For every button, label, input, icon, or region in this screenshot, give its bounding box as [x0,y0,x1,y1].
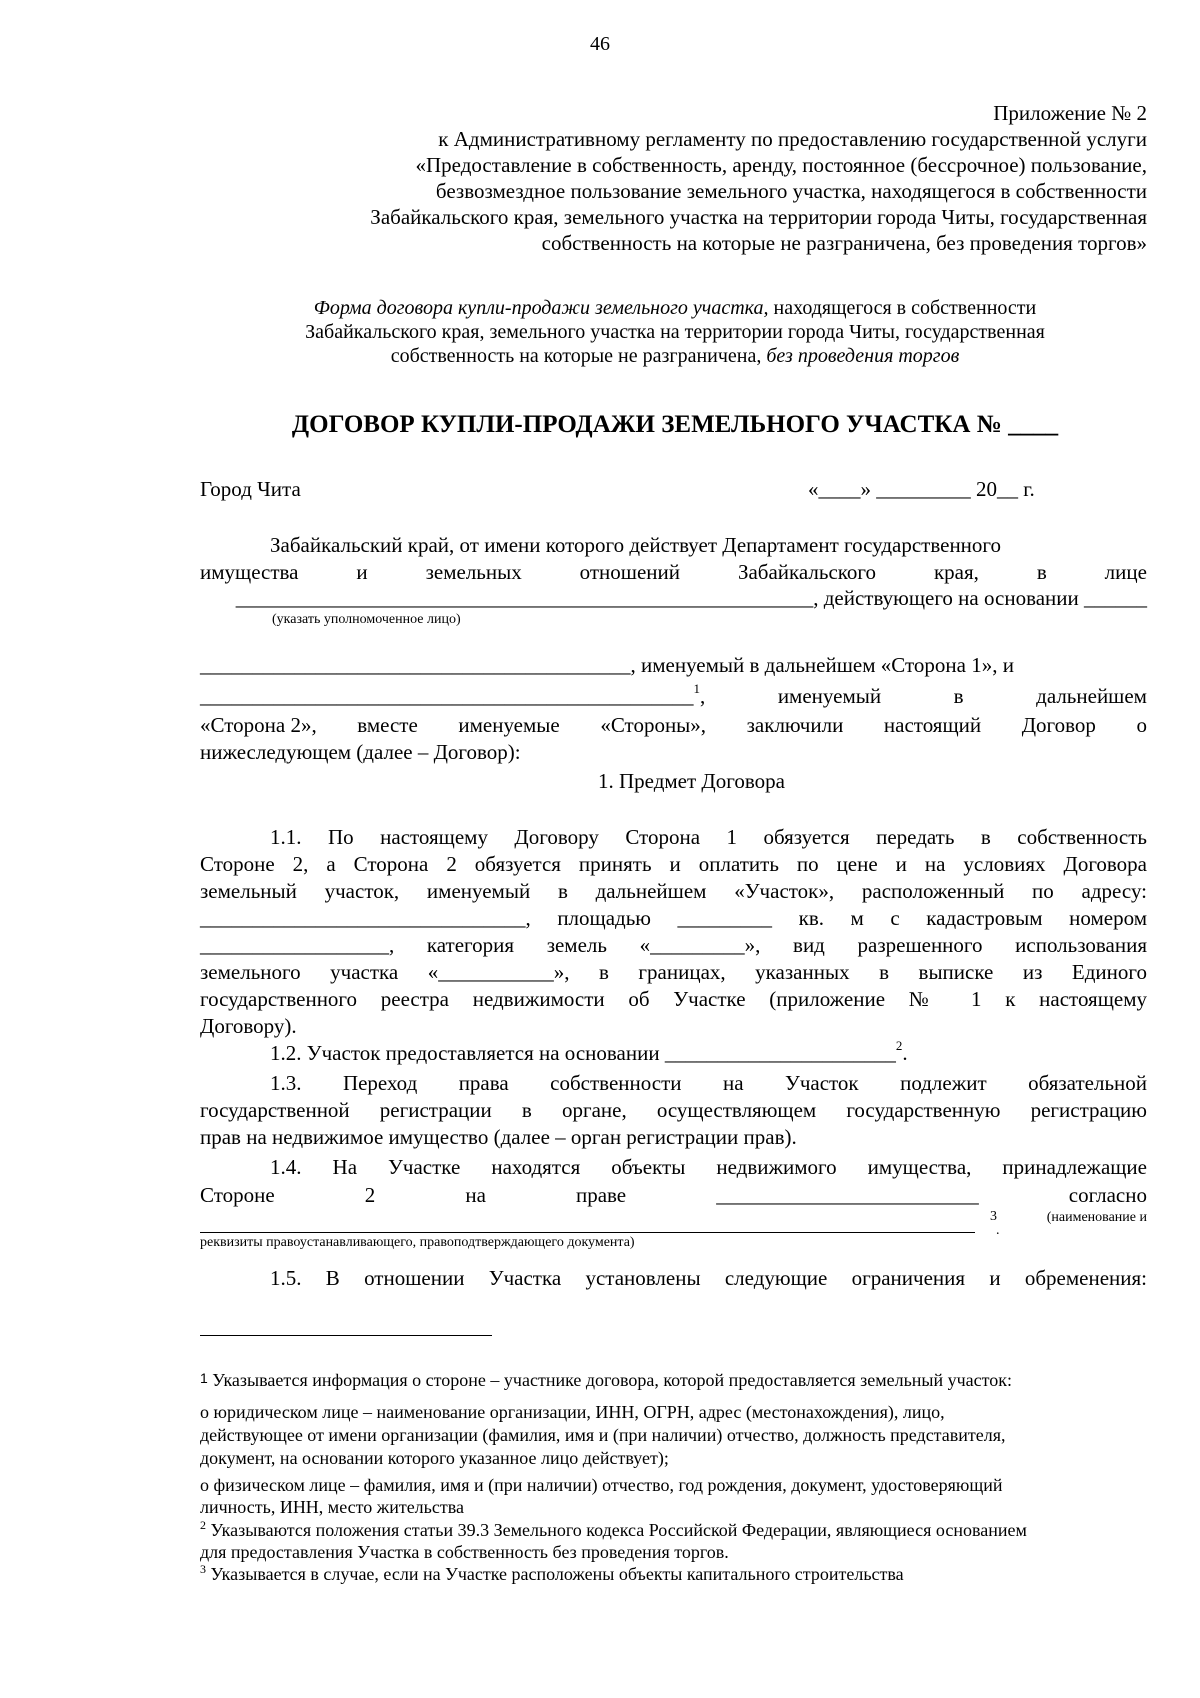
footnote-line: действующее от имени организации (фамилия, имя и (при наличии) отчество, должность представителя, [200,1425,1006,1445]
clause-1-2: 1.2. Участок предоставляется на основании ______________________$^2$. [270,1038,908,1065]
word: имущества [200,560,299,584]
word: в [1036,560,1047,584]
word: «Стороны», [600,713,707,737]
footnote-3 [200,1563,904,1587]
word: Стороне [200,1183,275,1207]
word: лице [1104,560,1147,584]
footnote-line: документ, на основании которого указанное лицо действует); [200,1448,669,1468]
footnote-line: о физическом лице – фамилия, имя и (при наличии) отчество, год рождения, документ, удостоверяющий [200,1475,1003,1495]
parties-line: _______________________________________________________, действующего на основании ______ [235,586,1147,610]
field-hint: реквизиты правоустанавливающего, правоподтверждающего документа) [200,1235,635,1250]
clause-line: земельный участок, именуемый в дальнейшем «Участок», расположенный по адресу: [200,879,1147,903]
appendix-line: «Предоставление в собственность, аренду, постоянное (бессрочное) пользование, [415,153,1147,177]
clause-line: _______________________________, площадью _________ кв. м с кадастровым номером [200,906,1147,930]
word: в [953,684,964,708]
period: . [996,1223,1000,1238]
field-hint: (наименование и [1046,1210,1147,1225]
section-heading: 1. Предмет Договора [598,769,785,793]
clause-1-5: 1.5. В отношении Участка установлены следующие ограничения и обременения: [270,1266,1147,1290]
clause-line: государственной регистрации в органе, осуществляющем государственную регистрацию [200,1098,1147,1122]
blank: _________________________ [716,1183,979,1207]
appendix-line: Забайкальского края, земельного участка на территории города Читы, государственная [370,205,1147,229]
parties-line [200,713,1147,737]
word: края, [933,560,979,584]
parties-line: Забайкальский край, от имени которого действует Департамент государственного [270,533,1002,557]
appendix-line: Приложение № 2 [993,101,1147,125]
city: Город Чита [200,477,301,501]
clause-line: __________________, категория земель «_________», вид разрешенного использования [200,933,1147,957]
parties-line [200,560,1147,584]
form-caption-italic: без проведения торгов [761,345,960,367]
word: заключили [746,713,844,737]
word: о [1136,713,1147,737]
form-caption-line [190,344,1160,368]
clause-text: 1.2. Участок предоставляется на основании ______________________ [270,1041,896,1065]
clause-line: Договору). [200,1014,297,1038]
footnote-line: о юридическом лице – наименование организации, ИНН, ОГРН, адрес (местонахождения), лицо, [200,1402,945,1422]
word: именуемые [458,713,560,737]
word: праве [575,1183,627,1207]
word: Договор [1021,713,1096,737]
word: дальнейшем [1036,684,1147,708]
word: отношений [579,560,681,584]
word: именуемый [777,684,882,708]
footnote-text: Указывается информация о стороне – участнике договора, которой предоставляется земельный участок: [207,1370,1013,1390]
clause-line [200,1183,1147,1207]
blank-field: _______________________________________________$^1$, [200,681,706,708]
footnote-ref: 2 [895,1038,903,1053]
word: согласно [1068,1183,1147,1207]
word: земельных [425,560,522,584]
signature-line [200,1232,975,1233]
footnote-mark: 2 [200,1518,206,1532]
clause-line: 1.1. По настоящему Договору Сторона 1 обязуется передать в собственность [270,825,1147,849]
form-caption-text: находящегося в собственности [768,297,1037,319]
clause-line: земельного участка «___________», в границах, указанных в выписке из Единого [200,960,1147,984]
appendix-line: собственность на которые не разграничена, без проведения торгов» [541,231,1147,255]
clause-line: 1.4. На Участке находятся объекты недвижимого имущества, принадлежащие [270,1155,1147,1179]
form-caption-line: Забайкальского края, земельного участка на территории города Читы, государственная [305,321,1045,343]
footnote-mark: 3 [200,1562,206,1576]
word: настоящий [883,713,982,737]
field-hint: (указать уполномоченное лицо) [272,612,461,627]
word: Забайкальского [737,560,877,584]
footnote-line: личность, ИНН, место жительства [200,1497,464,1517]
footnote-ref: 3 [990,1209,997,1224]
clause-line: государственного реестра недвижимости об Участке (приложение № 1 к настоящему [200,987,1147,1011]
page-number: 46 [590,33,610,55]
word: и [356,560,368,584]
form-caption-line [190,296,1160,320]
appendix-line: к Административному регламенту по предоставлению государственной услуги [438,127,1147,151]
parties-line: _________________________________________, именуемый в дальнейшем «Сторона 1», и [200,653,1014,677]
footnote-ref: 1 [693,681,700,696]
date-field: «____» _________ 20__ г. [808,477,1035,501]
footnote-text: Указываются положения статьи 39.3 Земельного кодекса Российской Федерации, являющиеся основанием [206,1520,1027,1540]
word: на [465,1183,486,1207]
word: «Сторона 2», [200,713,317,737]
parties-line [200,681,1147,711]
form-caption-text: собственность на которые не разграничена, [390,345,762,367]
appendix-line: безвозмездное пользование земельного участка, находящегося в собственности [435,179,1147,203]
footnote-1 [200,1369,1012,1392]
word: вместе [357,713,418,737]
clause-line: Стороне 2, а Сторона 2 обязуется принять и оплатить по цене и на условиях Договора [200,852,1147,876]
form-caption-italic: Форма договора купли-продажи земельного участка, [313,297,769,319]
blank: _______________________________________________ [200,684,694,708]
word: 2 [364,1183,376,1207]
document-title: ДОГОВОР КУПЛИ-ПРОДАЖИ ЗЕМЕЛЬНОГО УЧАСТКА № ____ [291,411,1059,438]
clause-line: 1.3. Переход права собственности на Участок подлежит обязательной [270,1071,1147,1095]
footnote-line: для предоставления Участка в собственность без проведения торгов. [200,1542,729,1562]
parties-line: нижеследующем (далее – Договор): [200,740,521,764]
footnote-mark: 1 [200,1370,208,1386]
clause-line: прав на недвижимое имущество (далее – орган регистрации прав). [200,1125,797,1149]
footnote-separator [200,1335,492,1336]
footnote-text: Указывается в случае, если на Участке расположены объекты капитального строительства [206,1564,904,1584]
footnote-2 [200,1519,1027,1543]
